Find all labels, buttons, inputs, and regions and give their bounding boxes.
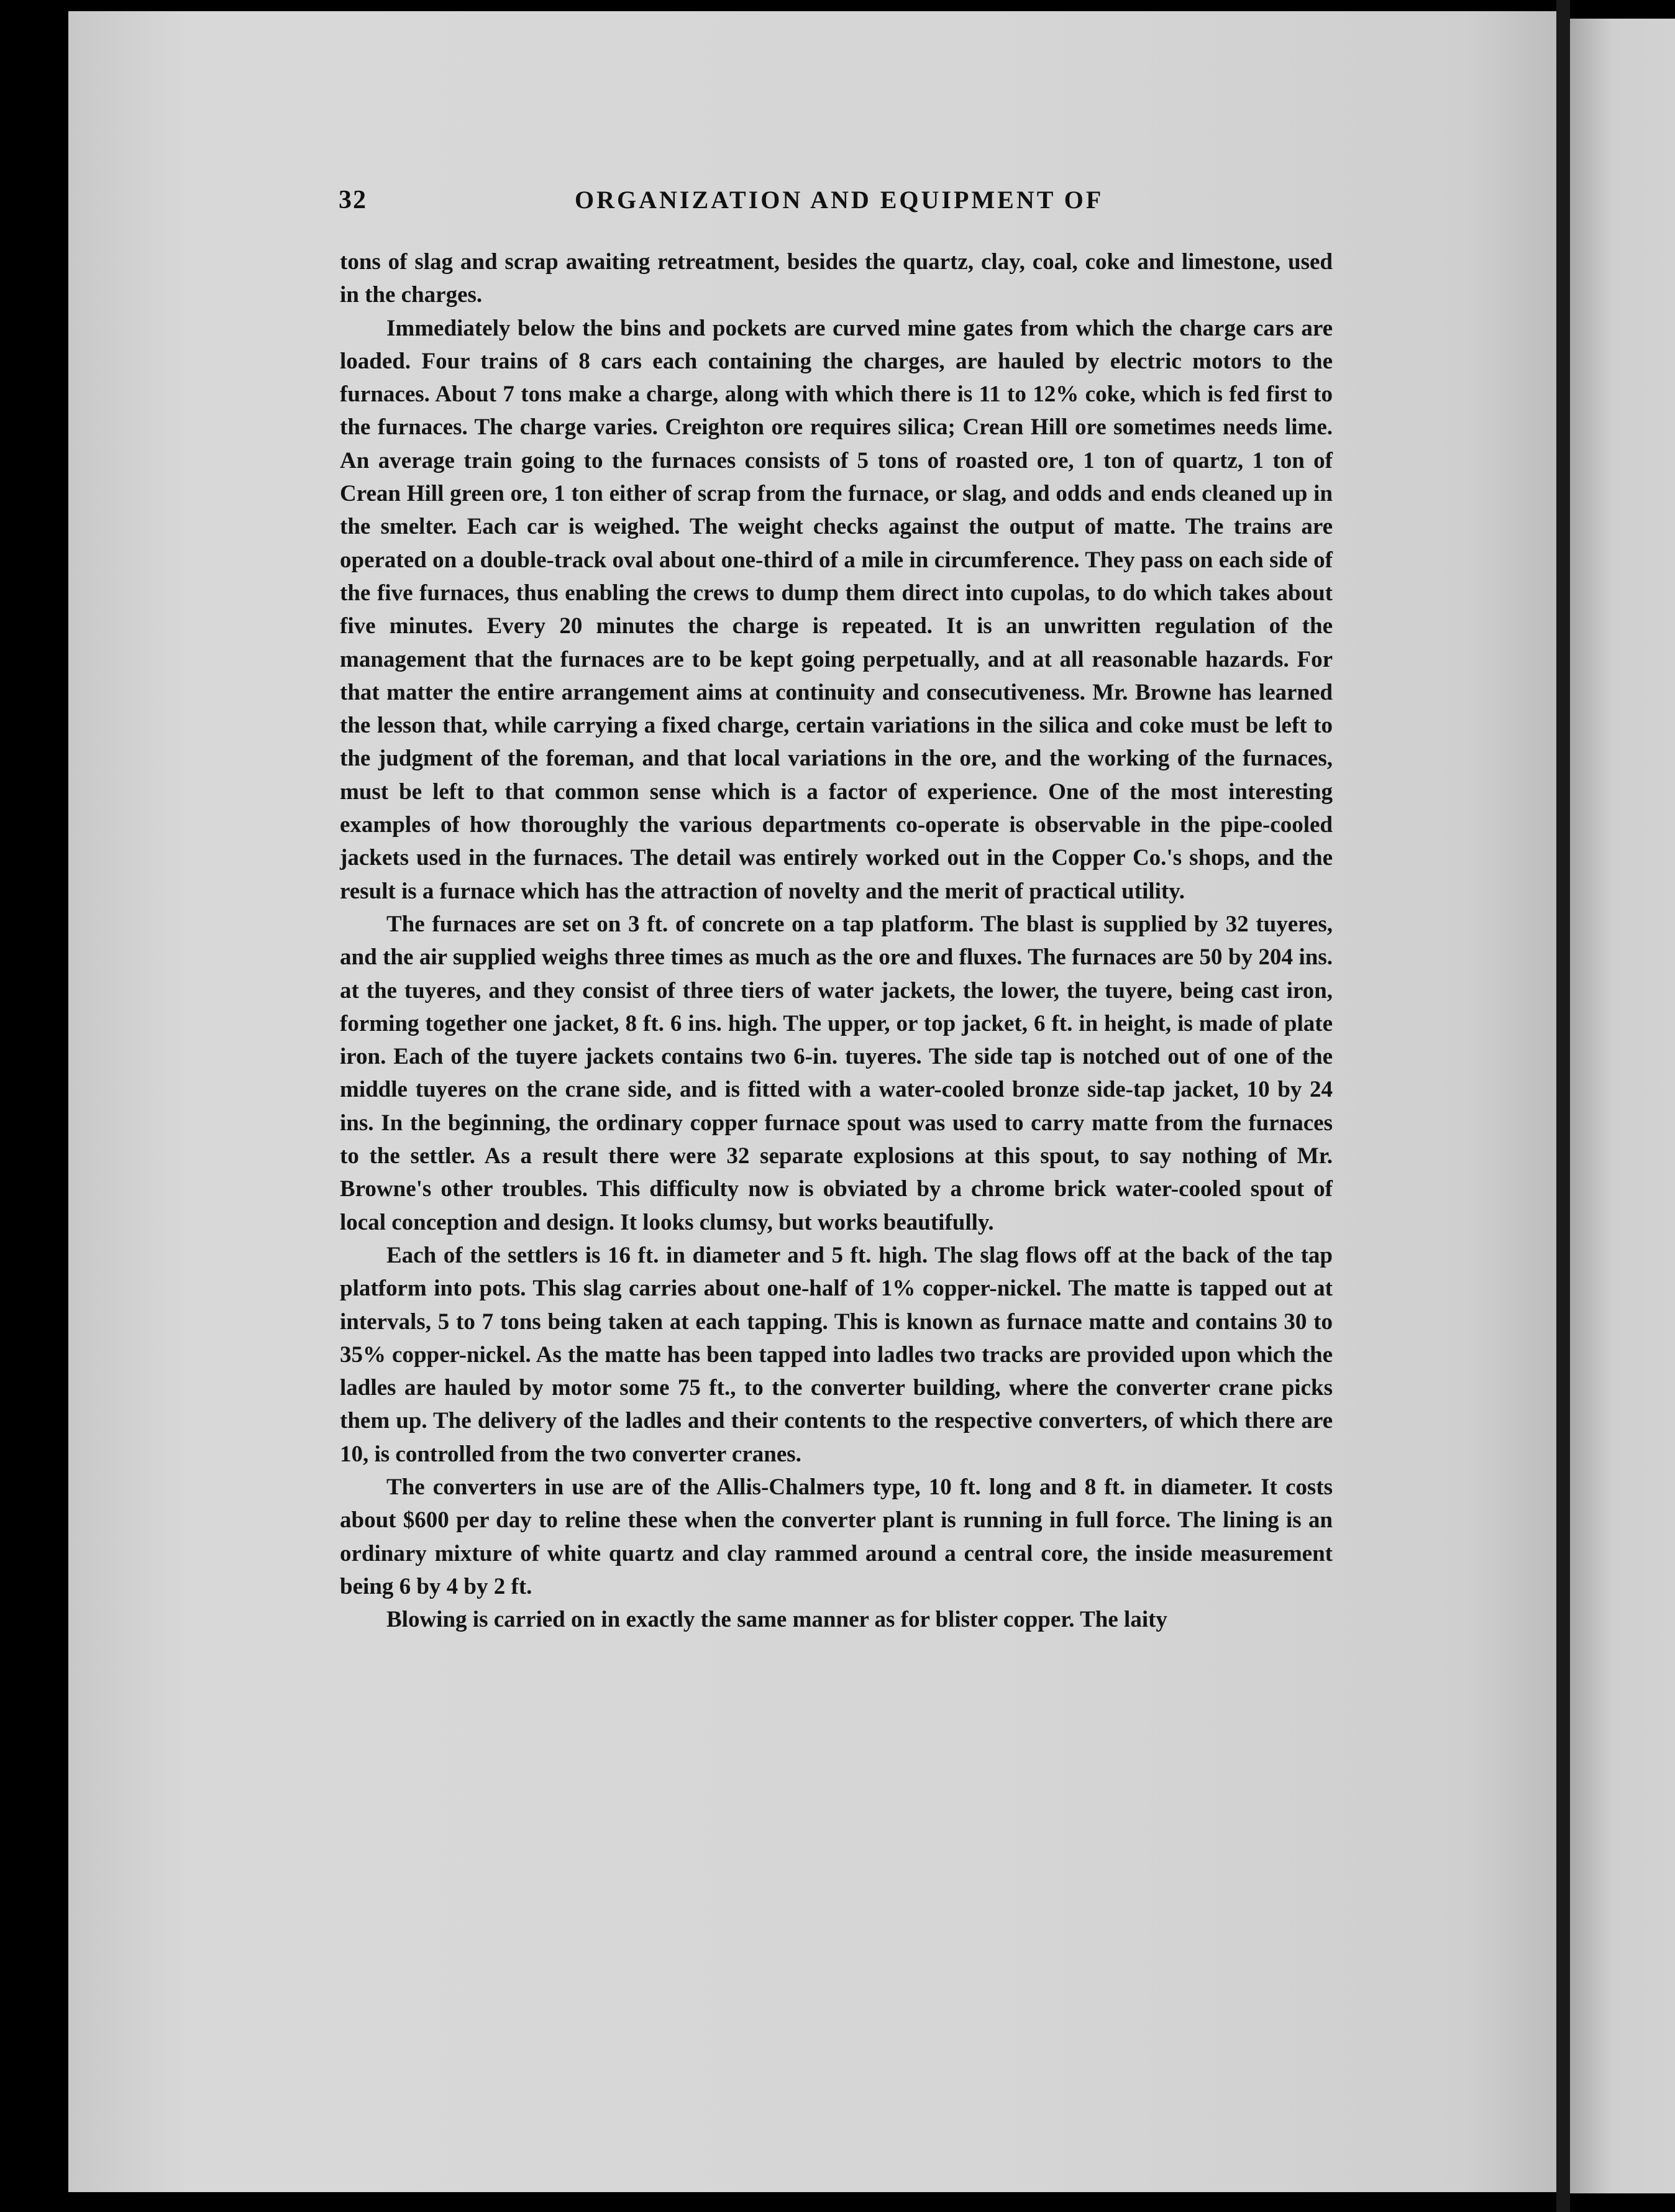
- running-title: ORGANIZATION AND EQUIPMENT OF: [575, 186, 1104, 214]
- paragraph-furnaces: The furnaces are set on 3 ft. of concrete on a tap platform. The blast is supplied by 32 tuyeres, and the air supplied weighs three times as much as the ore and fluxes. The furnaces are 50 by 204 ins. at the tuyeres, and they consist of three tiers of water jackets, the lower, the tuyere, being cast iron, forming together one jacket, 8 ft. 6 ins. high. The upper, or top jacket, 6 ft. in height, is made of plate iron. Each of the tuyere jackets contains two 6-in. tuyeres. The side tap is notched out of one of the middle tuyeres on the crane side, and is fitted with a water-cooled bronze side-tap jacket, 10 by 24 ins. In the beginning, the ordinary copper furnace spout was used to carry matte from the furnaces to the settler. As a result there were 32 separate explosions at this spout, to say nothing of Mr. Browne's other troubles. This difficulty now is obviated by a chrome brick water-cooled spout of local conception and design. It looks clumsy, but works beautifully.: [340, 911, 1333, 1235]
- paragraph-continuation: tons of slag and scrap awaiting retreatment, besides the quartz, clay, coal, coke and limestone, used in the charges.: [340, 249, 1333, 308]
- facing-page-edge: [1570, 19, 1675, 2193]
- paragraph-blowing: Blowing is carried on in exactly the same manner as for blister copper. The laity: [386, 1607, 1167, 1633]
- paragraph-converters: The converters in use are of the Allis-Chalmers type, 10 ft. long and 8 ft. in diameter. It costs about $600 per day to reline these when the converter plant is running in full force. The lining is an ordinary mixture of white quartz and clay rammed around a central core, the inside measurement being 6 by 4 by 2 ft.: [340, 1474, 1333, 1599]
- page-header: [339, 185, 1333, 222]
- paragraph-charge-trains: Immediately below the bins and pockets are curved mine gates from which the charge cars are loaded. Four trains of 8 cars each containing the charges, are hauled by electric motors to the furnaces. About 7 tons make a charge, along with which there is 11 to 12% coke, which is fed first to the furnaces. The charge varies. Creighton ore requires silica; Crean Hill ore sometimes needs lime. An average train going to the furnaces consists of 5 tons of roasted ore, 1 ton of quartz, 1 ton of Crean Hill green ore, 1 ton either of scrap from the furnace, or slag, and odds and ends cleaned up in the smelter. Each car is weighed. The weight checks against the output of matte. The trains are operated on a double-track oval about one-third of a mile in circumference. They pass on each side of the five furnaces, thus enabling the crews to dump them direct into cupolas, to do which takes about five minutes. Every 20 minutes the charge is repeated. It is an unwritten regulation of the management that the furnaces are to be kept going perpetually, and at all reasonable hazards. For that matter the entire arrangement aims at continuity and consecutiveness. Mr. Browne has learned the lesson that, while carrying a fixed charge, certain variations in the silica and coke must be left to the judgment of the foreman, and that local variations in the ore, and the working of the furnaces, must be left to that common sense which is a factor of experience. One of the most interesting examples of how thoroughly the various departments co-operate is observable in the pipe-cooled jackets used in the furnaces. The detail was entirely worked out in the Copper Co.'s shops, and the result is a furnace which has the attraction of novelty and the merit of practical utility.: [340, 315, 1333, 904]
- book-gutter: [1556, 0, 1570, 2212]
- page-number: 32: [339, 186, 367, 214]
- paragraph-settlers: Each of the settlers is 16 ft. in diameter and 5 ft. high. The slag flows off at the back of the tap platform into pots. This slag carries about one-half of 1% copper-nickel. The matte is tapped out at intervals, 5 to 7 tons being taken at each tapping. This is known as furnace matte and contains 30 to 35% copper-nickel. As the matte has been tapped into ladles two tracks are provided upon which the ladles are hauled by motor some 75 ft., to the converter building, where the converter crane picks them up. The delivery of the ladles and their contents to the respective converters, of which there are 10, is controlled from the two converter cranes.: [340, 1242, 1333, 1467]
- body-text: [340, 245, 1333, 1636]
